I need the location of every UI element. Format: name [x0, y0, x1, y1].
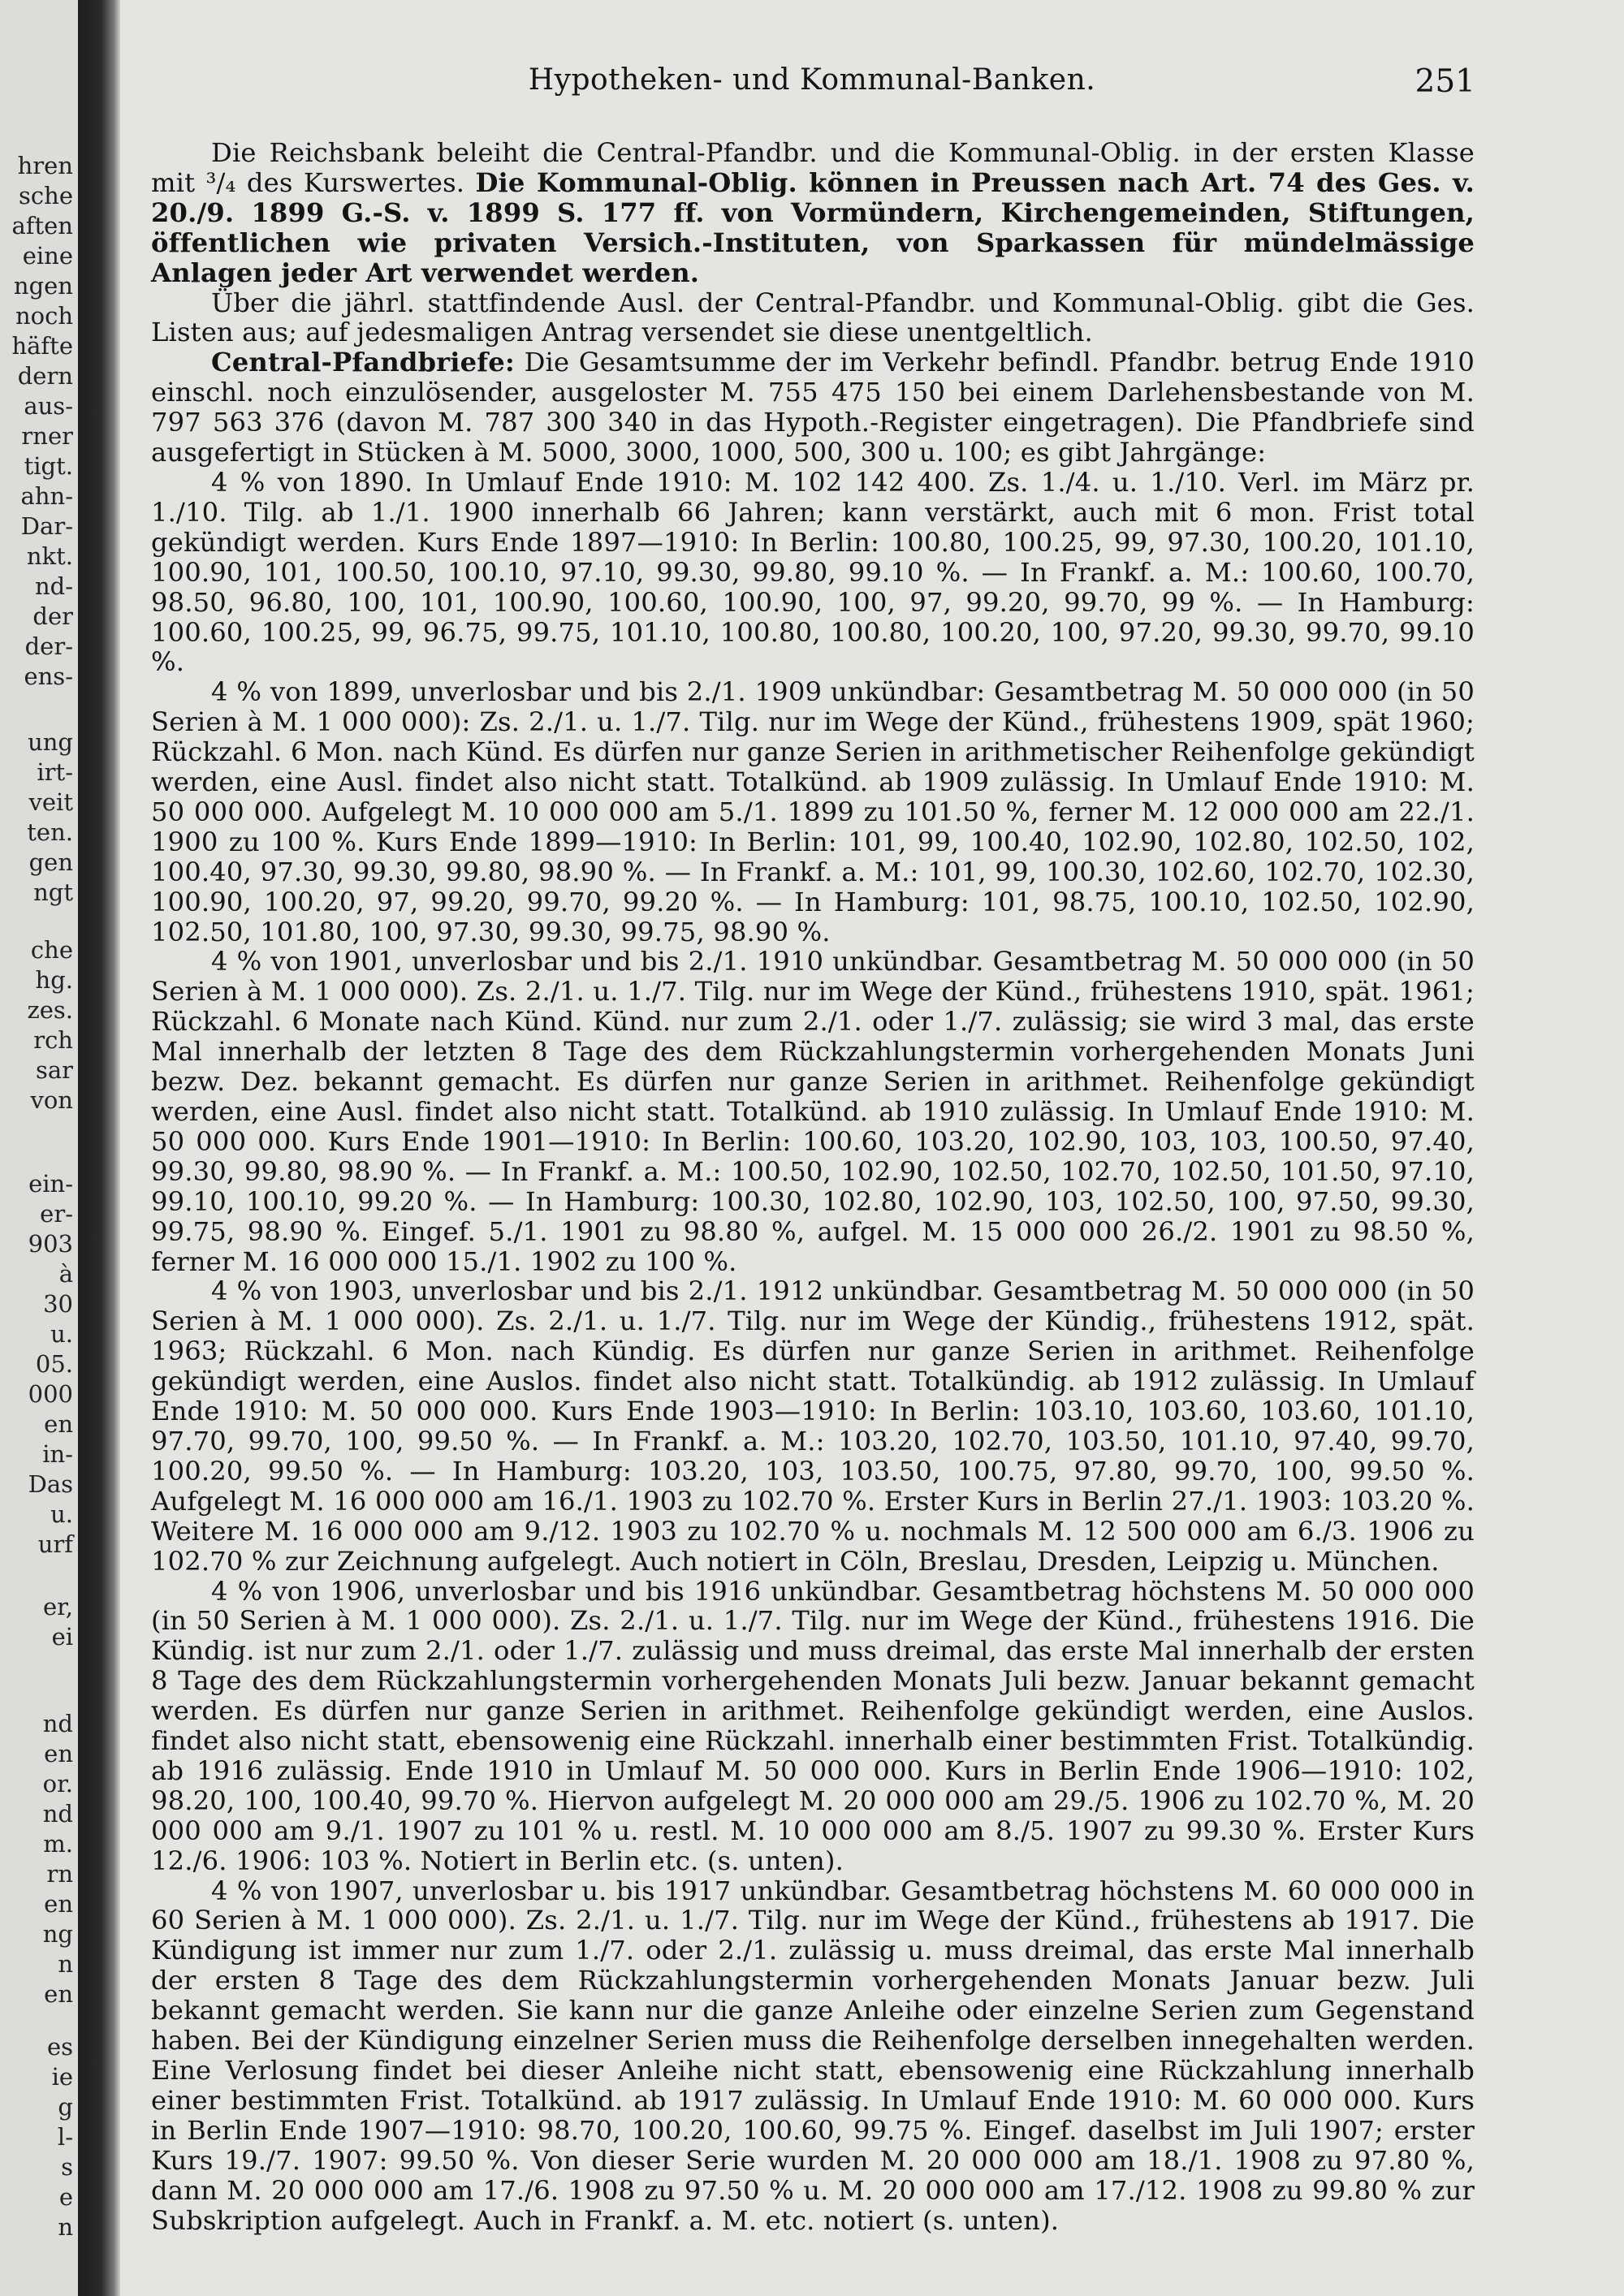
paragraph-central-pfandbriefe — [151, 347, 1475, 468]
text-run: Die Gesamtsumme der im Verkehr befindl. Pfandbr. betrug Ende 1910 einschl. noch einzulösender, ausgeloster M. 755 475 150 bei einem Darlehensbestande von M. 797 563 376 (davon M. 787 300 340 in das Hypoth.-Register eingetragen). Die Pfandbriefe sind ausgefertigt in Stücken à M. 5000, 3000, 1000, 500, 300 u. 100; es gibt Jahrgänge: — [151, 347, 1475, 468]
adjacent-page-fragment: rch — [33, 1026, 73, 1054]
adjacent-page-fragment: ten. — [27, 818, 73, 846]
adjacent-page-fragment: e — [58, 2183, 73, 2211]
adjacent-page-fragment: g — [58, 2093, 73, 2121]
adjacent-page-fragment: nd- — [34, 572, 73, 600]
section-heading: Central-Pfandbriefe: — [211, 347, 515, 378]
adjacent-page-fragment: ung — [28, 728, 73, 756]
adjacent-page-fragment: ein- — [28, 1170, 73, 1198]
adjacent-page-fragment: hren — [17, 152, 73, 179]
adjacent-page-fragment: er- — [40, 1200, 73, 1228]
adjacent-page-fragment: rn — [46, 1860, 73, 1888]
text-run: 4 % von 1907, unverlosbar u. bis 1917 unkündbar. Gesamtbetrag höchstens M. 60 000 000 in 60 Serien à M. 1 000 000). Zs. 2./1. u. 1./7. Tilg. nur im Wege der Künd., frühestens ab 1917. Die Kündigung ist immer nur zum 1./7. oder 2./1. zulässig u. muss dreimal, das erste Mal innerhalb der ersten 8 Tage des dem Rückzahlungstermin vorhergehenden Monats Januar bezw. Juli bekannt gemacht werden. Sie kann nur die ganze Anleihe oder einzelne Serien zum Gegenstand haben. Bei der Kündigung einzelner Serien muss die Reihenfolge derselben innegehalten werden. Eine Verlosung findet bei dieser Anleihe nicht statt, ebensowenig eine Rückzahlung innerhalb einer bestimmten Frist. Totalkünd. ab 1917 zulässig. In Umlauf Ende 1910: M. 60 000 000. Kurs in Berlin Ende 1907—1910: 98.70, 100.20, 100.60, 99.75 %. Eingef. daselbst im Juli 1907; erster Kurs 19./7. 1907: 99.50 %. Von dieser Serie wurden M. 20 000 000 am 18./1. 1908 zu 97.80 %, dann M. 20 000 000 am 17./6. 1908 zu 97.50 % u. M. 20 000 000 am 17./12. 1908 zu 99.80 % zur Subskription aufgelegt. Auch in Frankf. a. M. etc. notiert (s. unten). — [151, 1875, 1475, 2236]
adjacent-page-fragment: m. — [43, 1830, 73, 1858]
paragraph-1903 — [151, 1276, 1475, 1576]
adjacent-page-fragment: nd — [42, 1710, 73, 1737]
paragraph-reichsbank — [151, 138, 1475, 288]
adjacent-page-fragment: en — [44, 1980, 73, 2008]
adjacent-page-edge — [0, 0, 78, 2296]
paragraph-ausl — [151, 288, 1475, 348]
adjacent-page-fragment: zes. — [27, 996, 73, 1024]
adjacent-page-fragment: en — [44, 1740, 73, 1767]
adjacent-page-fragment: en — [44, 1410, 73, 1438]
adjacent-page-fragment: veit — [28, 788, 73, 816]
body-text — [151, 138, 1475, 2235]
paragraph-1907 — [151, 1876, 1475, 2236]
adjacent-page-fragment: sar — [35, 1056, 73, 1084]
adjacent-page-fragment: ens- — [24, 662, 73, 690]
adjacent-page-fragment: 000 — [28, 1380, 73, 1408]
adjacent-page-fragment: gen — [28, 848, 73, 876]
adjacent-page-fragment: urf — [37, 1530, 73, 1558]
adjacent-page-fragment: 903 — [28, 1230, 73, 1258]
paragraph-1890 — [151, 468, 1475, 677]
text-run: Über die jährl. stattfindende Ausl. der Central-Pfandbr. und Kommunal-Oblig. gibt die Ges. Listen aus; auf jedesmaligen Antrag versendet sie diese unentgeltlich. — [151, 287, 1475, 348]
adjacent-page-fragment: l- — [57, 2123, 73, 2151]
adjacent-page-fragment: rner — [21, 422, 73, 450]
adjacent-page-fragment: sche — [19, 182, 73, 209]
adjacent-page-fragment: n — [58, 2213, 73, 2241]
adjacent-page-fragment: Das — [28, 1470, 73, 1498]
adjacent-page-fragment: Dar- — [20, 512, 73, 540]
adjacent-page-fragment: n — [58, 1950, 73, 1978]
adjacent-page-fragment: ie — [51, 2063, 73, 2091]
text-run: Die Reichsbank beleiht die Central-Pfandbr. und die Kommunal-Oblig. in der ersten Klasse mit ³/₄ des Kurswertes. — [151, 137, 1475, 198]
adjacent-page-fragment: noch — [15, 302, 73, 330]
text-run-bold: Die Kommunal-Oblig. können in Preussen nach Art. 74 des Ges. v. 20./9. 1899 G.-S. v. 1899 S. 177 ff. von Vormündern, Kirchengemeinden, Stiftungen, öffentlichen wie privaten Versich.-Instituten, von Sparkassen für mündelmässige Anlagen jeder Art verwendet werden. — [151, 166, 1475, 288]
running-title: Hypotheken- und Kommunal-Banken. — [528, 63, 1096, 97]
adjacent-page-fragment: en — [44, 1890, 73, 1918]
adjacent-page-fragment: ei — [51, 1623, 73, 1651]
adjacent-page-fragment: aus- — [24, 392, 73, 420]
text-run: 4 % von 1899, unverlosbar und bis 2./1. 1909 unkündbar: Gesamtbetrag M. 50 000 000 (in 50 Serien à M. 1 000 000): Zs. 2./1. u. 1./7. Tilg. nur im Wege der Künd., frühestens 1909, spät 1960; Rückzahl. 6 Mon. nach Künd. Es dürfen nur ganze Serien in arithmetischer Reihenfolge gekündigt werden, eine Ausl. findet also nicht statt. Totalkünd. ab 1909 zulässig. In Umlauf Ende 1910: M. 50 000 000. Aufgelegt M. 10 000 000 am 5./1. 1899 zu 101.50 %, ferner M. 12 000 000 am 22./1. 1900 zu 100 %. Kurs Ende 1899—1910: In Berlin: 101, 99, 100.40, 102.90, 102.80, 102.50, 102, 100.40, 97.30, 99.30, 99.80, 98.90 %. — In Frankf. a. M.: 101, 99, 100.30, 102.60, 102.70, 102.30, 100.90, 100.20, 97, 99.20, 99.70, 99.20 %. — In Hamburg: 101, 98.75, 100.10, 102.50, 102.90, 102.50, 101.80, 100, 97.30, 99.30, 99.75, 98.90 %. — [151, 676, 1475, 947]
adjacent-page-fragment: ahn- — [20, 482, 73, 510]
paragraph-1899 — [151, 677, 1475, 947]
adjacent-page-fragment: der — [32, 602, 73, 630]
adjacent-page-fragment: in- — [42, 1440, 73, 1468]
paragraph-1901 — [151, 947, 1475, 1276]
adjacent-page-fragment: tigt. — [24, 452, 73, 480]
adjacent-page-fragment: er, — [42, 1593, 73, 1621]
adjacent-page-fragment: nkt. — [26, 542, 73, 570]
adjacent-page-fragment: eine — [22, 242, 73, 270]
adjacent-page-fragment: ngt — [33, 878, 73, 906]
adjacent-page-fragment: nd — [42, 1800, 73, 1828]
text-run: 4 % von 1890. In Umlauf Ende 1910: M. 102 142 400. Zs. 1./4. u. 1./10. Verl. im März pr. 1./10. Tilg. ab 1./1. 1900 innerhalb 66 Jahren; kann verstärkt, auch mit 6 mon. Frist total gekündigt werden. Kurs Ende 1897—1910: In Berlin: 100.80, 100.25, 99, 97.30, 100.20, 101.10, 100.90, 101, 100.50, 100.10, 97.10, 99.30, 99.80, 99.10 %. — In Frankf. a. M.: 100.60, 100.70, 98.50, 96.80, 100, 101, 100.90, 100.60, 100.90, 100, 97, 99.20, 99.70, 99 %. — In Hamburg: 100.60, 100.25, 99, 96.75, 99.75, 101.10, 100.80, 100.80, 100.20, 100, 97.20, 99.30, 99.70, 99.10 %. — [151, 466, 1475, 678]
adjacent-page-fragment: 30 — [43, 1290, 73, 1318]
adjacent-page-fragment: à — [58, 1260, 73, 1288]
text-run: 4 % von 1901, unverlosbar und bis 2./1. 1910 unkündbar. Gesamtbetrag M. 50 000 000 (in 50 Serien à M. 1 000 000). Zs. 2./1. u. 1./7. Tilg. nur im Wege der Künd., frühestens 1910, spät. 1961; Rückzahl. 6 Monate nach Künd. Künd. nur zum 2./1. oder 1./7. zulässig; sie wird 3 mal, das erste Mal innerhalb der letzten 8 Tage des dem Rückzahlungstermin vorhergehenden Monats Juni bezw. Dez. bekannt gemacht. Es dürfen nur ganze Serien in arithmet. Reihenfolge gekündigt werden, eine Ausl. findet also nicht statt. Totalkünd. ab 1910 zulässig. In Umlauf Ende 1910: M. 50 000 000. Kurs Ende 1901—1910: In Berlin: 100.60, 103.20, 102.90, 103, 103, 100.50, 97.40, 99.30, 99.80, 98.90 %. — In Frankf. a. M.: 100.50, 102.90, 102.50, 102.70, 102.50, 101.50, 97.10, 99.10, 100.10, 99.20 %. — In Hamburg: 100.30, 102.80, 102.90, 103, 102.50, 100, 97.50, 99.30, 99.75, 98.90 %. Eingef. 5./1. 1901 zu 98.80 %, aufgel. M. 15 000 000 26./2. 1901 zu 98.50 %, ferner M. 16 000 000 15./1. 1902 zu 100 %. — [151, 946, 1475, 1277]
adjacent-page-fragment: häfte — [11, 332, 73, 360]
adjacent-page-fragment: 05. — [35, 1350, 73, 1378]
text-run: 4 % von 1903, unverlosbar und bis 2./1. 1912 unkündbar. Gesamtbetrag M. 50 000 000 (in 50 Serien à M. 1 000 000). Zs. 2./1. u. 1./7. Tilg. nur im Wege der Kündig., frühestens 1912, spät. 1963; Rückzahl. 6 Mon. nach Kündig. Es dürfen nur ganze Serien in arithmet. Reihenfolge gekündigt werden, eine Auslos. findet also nicht statt. Totalkündig. ab 1912 zulässig. In Umlauf Ende 1910: M. 50 000 000. Kurs Ende 1903—1910: In Berlin: 103.10, 103.60, 103.60, 101.10, 97.70, 99.70, 100, 99.50 %. — In Frankf. a. M.: 103.20, 102.70, 103.50, 101.10, 97.40, 99.70, 100.20, 99.50 %. — In Hamburg: 103.20, 103, 103.50, 100.75, 97.80, 99.70, 100, 99.50 %. Aufgelegt M. 16 000 000 am 16./1. 1903 zu 102.70 %. Erster Kurs in Berlin 27./1. 1903: 103.20 %. Weitere M. 16 000 000 am 9./12. 1903 zu 102.70 % u. nochmals M. 12 500 000 am 6./3. 1906 zu 102.70 % zur Zeichnung aufgelegt. Auch notiert in Cöln, Breslau, Dresden, Leipzig u. München. — [151, 1275, 1475, 1577]
page-number: 251 — [1415, 63, 1475, 100]
adjacent-page-fragment: dern — [17, 362, 73, 390]
adjacent-page-fragment: irt- — [37, 758, 73, 786]
text-run: 4 % von 1906, unverlosbar und bis 1916 unkündbar. Gesamtbetrag höchstens M. 50 000 000 (in 50 Serien à M. 1 000 000). Zs. 2./1. u. 1./7. Tilg. nur im Wege der Künd., frühestens 1916. Die Kündig. ist nur zum 2./1. oder 1./7. zulässig und muss dreimal, das erste Mal innerhalb der ersten 8 Tage des dem Rückzahlungstermin vorhergehenden Monats Juli bezw. Januar bekannt gemacht werden. Es dürfen nur ganze Serien in arithmet. Reihenfolge gekündigt werden, eine Auslos. findet also nicht statt, ebensowenig eine Rückzahl. innerhalb einer bestimmten Frist. Totalkündig. ab 1916 zulässig. Ende 1910 in Umlauf M. 50 000 000. Kurs in Berlin Ende 1906—1910: 102, 98.20, 100, 100.40, 99.70 %. Hiervon aufgelegt M. 20 000 000 am 29./5. 1906 zu 102.70 %, M. 20 000 000 am 9./1. 1907 zu 101 % u. restl. M. 10 000 000 am 8./5. 1907 zu 99.30 %. Erster Kurs 12./6. 1906: 103 %. Notiert in Berlin etc. (s. unten). — [151, 1575, 1475, 1876]
adjacent-page-fragment: che — [30, 936, 73, 964]
adjacent-page-fragment: von — [30, 1086, 73, 1114]
paragraph-1906 — [151, 1577, 1475, 1876]
adjacent-page-fragment: ng — [42, 1920, 73, 1948]
adjacent-page-fragment: aften — [11, 212, 73, 240]
adjacent-page-fragment: ngen — [13, 272, 73, 300]
adjacent-page-fragment: hg. — [35, 966, 73, 994]
adjacent-page-fragment: s — [61, 2153, 73, 2181]
page-header — [150, 63, 1474, 104]
binding-gutter — [78, 0, 120, 2296]
adjacent-page-fragment: der- — [24, 632, 73, 660]
adjacent-page-fragment: or. — [42, 1770, 73, 1798]
adjacent-page-fragment: es — [46, 2033, 73, 2061]
adjacent-page-fragment: u. — [50, 1320, 73, 1348]
adjacent-page-fragment: u. — [50, 1500, 73, 1528]
